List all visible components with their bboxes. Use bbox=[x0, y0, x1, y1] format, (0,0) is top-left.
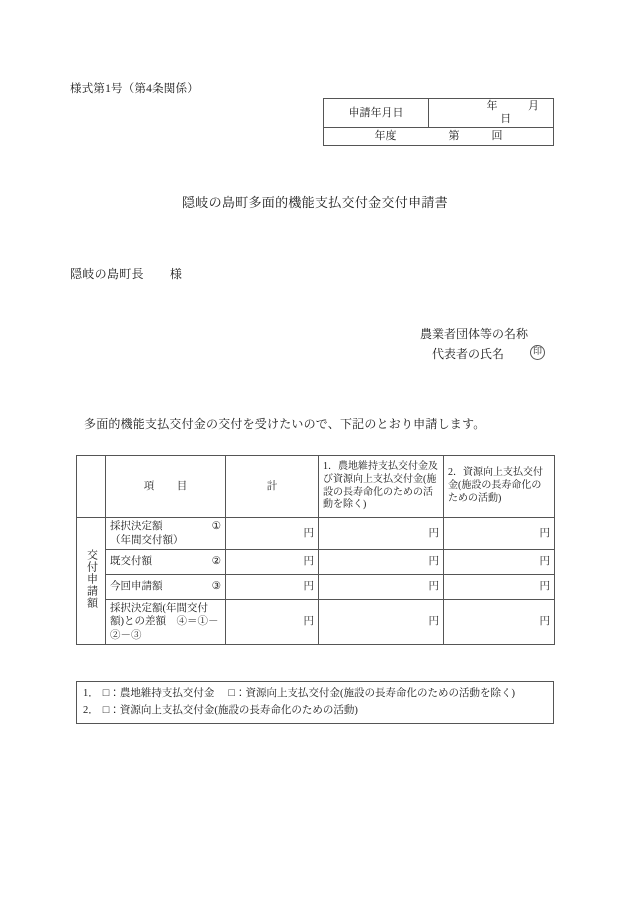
legend-item-1b: ：資源向上支払交付金(施設の長寿命化のための活動を除く) bbox=[235, 688, 516, 699]
organization-name-label: 農業者団体等の名称 bbox=[420, 327, 529, 341]
row-label-1-line1: 採択決定額 bbox=[110, 521, 163, 533]
row-label-2 bbox=[106, 550, 226, 575]
month-label: 月 bbox=[528, 100, 540, 112]
row-2-category-1[interactable]: 円 bbox=[319, 550, 444, 575]
header-item bbox=[106, 456, 226, 518]
row-2-category-2[interactable]: 円 bbox=[444, 550, 555, 575]
row-4-total[interactable]: 円 bbox=[226, 600, 319, 645]
row-label-1 bbox=[106, 518, 226, 550]
row-number-3: ③ bbox=[211, 581, 221, 593]
addressee-name: 隠岐の島町長 bbox=[70, 267, 144, 281]
legend-row-2 bbox=[83, 702, 547, 719]
fiscal-year-cell[interactable] bbox=[324, 128, 554, 146]
date-input-cell[interactable] bbox=[429, 99, 554, 128]
addressee-line bbox=[70, 265, 182, 282]
checkbox-icon[interactable]: □ bbox=[102, 703, 110, 716]
year-label: 年 bbox=[486, 100, 498, 112]
fiscal-year-label: 年度 bbox=[374, 130, 397, 143]
row-3-total[interactable]: 円 bbox=[226, 575, 319, 600]
legend-box bbox=[76, 681, 554, 724]
row-3-category-2[interactable]: 円 bbox=[444, 575, 555, 600]
row-1-category-1[interactable]: 円 bbox=[319, 518, 444, 550]
row-label-4: 採択決定額(年間交付額)との差額 ④＝①－②－③ bbox=[106, 600, 226, 645]
table-header-row bbox=[77, 456, 555, 518]
header-category-2: 2．資源向上支払交付金(施設の長寿命化のための活動) bbox=[444, 456, 555, 518]
addressee-honorific: 様 bbox=[169, 267, 183, 281]
legend-item-2a: ：資源向上支払交付金(施設の長寿命化のための活動) bbox=[109, 704, 358, 716]
table-row bbox=[77, 518, 555, 550]
grant-amount-table bbox=[76, 455, 555, 645]
table-row bbox=[77, 575, 555, 600]
legend-index-1: 1． bbox=[83, 688, 99, 699]
vertical-section-label bbox=[77, 518, 106, 645]
application-date-table bbox=[323, 98, 554, 146]
legend-index-2: 2． bbox=[83, 704, 99, 716]
applicant-block bbox=[300, 325, 560, 365]
row-label-3-line1: 今回申請額 bbox=[110, 581, 163, 593]
row-label-1-line2: （年間交付額） bbox=[110, 534, 184, 546]
date-label-cell: 申請年月日 bbox=[324, 99, 429, 128]
row-1-total[interactable]: 円 bbox=[226, 518, 319, 550]
row-1-category-2[interactable]: 円 bbox=[444, 518, 555, 550]
ordinal-prefix-label: 第 bbox=[448, 130, 460, 143]
checkbox-icon[interactable]: □ bbox=[228, 687, 236, 699]
row-label-2-line1: 既交付額 bbox=[110, 556, 152, 568]
row-2-total[interactable]: 円 bbox=[226, 550, 319, 575]
legend-row-1 bbox=[83, 685, 547, 702]
row-number-2: ② bbox=[211, 556, 221, 568]
header-category-1: 1．農地維持支払交付金及び資源向上支払交付金(施設の長寿命化のための活動を除く) bbox=[319, 456, 444, 518]
day-label: 日 bbox=[500, 113, 512, 126]
legend-item-1a: ：農地維持支払交付金 bbox=[109, 688, 215, 699]
request-statement: 多面的機能支払交付金の交付を受けたいので、下記のとおり申請します。 bbox=[84, 417, 486, 431]
table-row bbox=[77, 600, 555, 645]
document-title: 隠岐の島町多面的機能支払交付金交付申請書 bbox=[181, 195, 448, 210]
checkbox-icon[interactable]: □ bbox=[102, 687, 110, 699]
header-corner-cell bbox=[77, 456, 106, 518]
header-item-label: 項 目 bbox=[143, 480, 194, 492]
date-row bbox=[324, 99, 554, 128]
row-number-1: ① bbox=[211, 521, 221, 533]
vertical-section-label-text: 交付申請額 bbox=[85, 548, 98, 609]
representative-name-line bbox=[300, 345, 560, 365]
table-row bbox=[77, 550, 555, 575]
row-4-category-1[interactable]: 円 bbox=[319, 600, 444, 645]
ordinal-suffix-label: 回 bbox=[491, 130, 503, 143]
representative-name-label: 代表者の氏名 bbox=[432, 346, 505, 361]
header-total: 計 bbox=[226, 456, 319, 518]
row-label-3 bbox=[106, 575, 226, 600]
seal-icon: 印 bbox=[530, 345, 545, 360]
form-number: 様式第1号（第4条関係） bbox=[70, 83, 199, 95]
row-3-category-1[interactable]: 円 bbox=[319, 575, 444, 600]
fiscal-year-row bbox=[324, 128, 554, 146]
row-4-category-2[interactable]: 円 bbox=[444, 600, 555, 645]
